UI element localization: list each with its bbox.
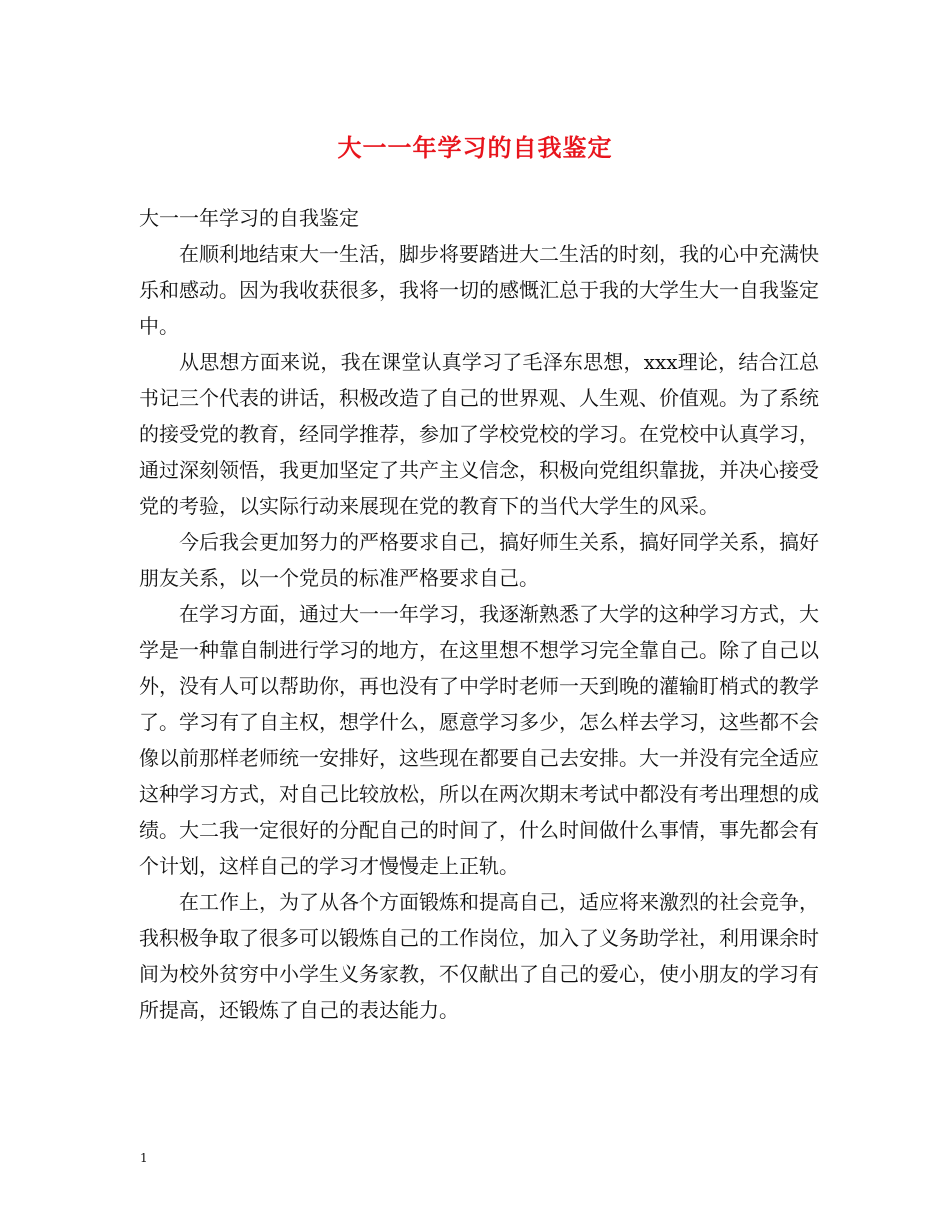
paragraph-thought: 从思想方面来说，我在课堂认真学习了毛泽东思想，xxx理论，结合江总书记三个代表的讲话，积极改造了自己的世界观、人生观、价值观。为了系统的接受党的教育，经同学推荐，参加了学校党校的学习。在党校中认真学习，通过深刻领悟，我更加坚定了共产主义信念，积极向党组织靠拢，并决心接受党的考验，以实际行动来展现在党的教育下的当代大学生的风采。 [139, 350, 819, 518]
paragraph-intro: 在顺利地结束大一生活，脚步将要踏进大二生活的时刻，我的心中充满快乐和感动。因为我收获很多，我将一切的感慨汇总于我的大学生大一自我鉴定中。 [139, 242, 819, 338]
document-subtitle: 大一一年学习的自我鉴定 [139, 206, 359, 230]
document-title: 大一一年学习的自我鉴定 [337, 133, 613, 162]
document-body [139, 200, 819, 1028]
page-number: 1 [140, 1151, 148, 1165]
paragraph-study: 在学习方面，通过大一一年学习，我逐渐熟悉了大学的这种学习方式，大学是一种靠自制进行学习的地方，在这里想不想学习完全靠自己。除了自己以外，没有人可以帮助你，再也没有了中学时老师一天到晚的灌输盯梢式的教学了。学习有了自主权，想学什么，愿意学习多少，怎么样去学习，这些都不会像以前那样老师统一安排好，这些现在都要自己去安排。大一并没有完全适应这种学习方式，对自己比较放松，所以在两次期末考试中都没有考出理想的成绩。大二我一定很好的分配自己的时间了，什么时间做什么事情，事先都会有个计划，这样自己的学习才慢慢走上正轨。 [139, 602, 819, 878]
paragraph-work: 在工作上，为了从各个方面锻炼和提高自己，适应将来激烈的社会竞争，我积极争取了很多可以锻炼自己的工作岗位，加入了义务助学社，利用课余时间为校外贫穷中小学生义务家教，不仅献出了自己的爱心，使小朋友的学习有所提高，还锻炼了自己的表达能力。 [139, 890, 819, 1022]
paragraph-future: 今后我会更加努力的严格要求自己，搞好师生关系，搞好同学关系，搞好朋友关系，以一个党员的标准严格要求自己。 [139, 530, 819, 590]
